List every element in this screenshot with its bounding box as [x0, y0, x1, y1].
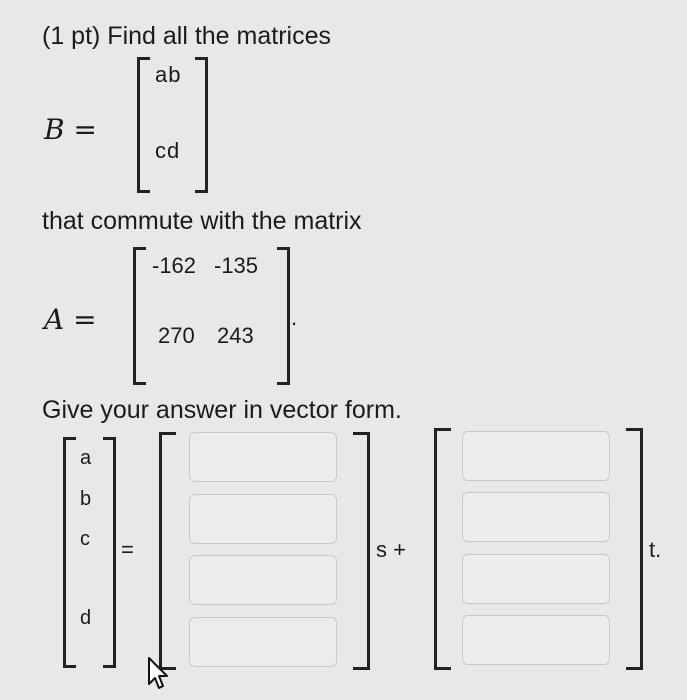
matrix-b-row-1: ab	[155, 62, 182, 87]
matrix-a-r2c1: 270	[158, 323, 195, 348]
vector-left-bracket	[63, 437, 76, 668]
matrix-a-right-bracket	[277, 247, 290, 385]
vector-entry-c: c	[80, 528, 90, 550]
vector-entry-d: d	[80, 607, 92, 629]
t-input-1[interactable]	[462, 431, 610, 481]
instruction-text: Give your answer in vector form.	[42, 396, 402, 424]
s-input-1[interactable]	[189, 432, 337, 482]
matrix-a-r1c2: -135	[214, 253, 259, 278]
matrix-b-row-2: cd	[155, 138, 181, 163]
matrix-b-right-bracket	[195, 57, 208, 193]
s-input-3[interactable]	[189, 555, 337, 605]
matrix-b-left-bracket	[137, 57, 150, 193]
vector-right-bracket	[103, 437, 116, 668]
t-suffix-label: t.	[649, 537, 662, 562]
s-vector-right-bracket	[353, 432, 370, 670]
s-plus-label: s +	[376, 537, 406, 562]
matrix-a-r1c1: -162	[152, 253, 197, 278]
t-input-2[interactable]	[462, 492, 610, 542]
s-input-2[interactable]	[189, 494, 337, 544]
commute-text: that commute with the matrix	[42, 207, 362, 235]
mouse-cursor-icon	[146, 656, 172, 692]
t-input-4[interactable]	[462, 615, 610, 665]
s-input-4[interactable]	[189, 617, 337, 667]
matrix-a-label: A =	[44, 303, 97, 336]
t-vector-right-bracket	[626, 428, 643, 670]
matrix-a-left-bracket	[133, 247, 146, 385]
problem-title: (1 pt) Find all the matrices	[42, 22, 331, 50]
t-input-3[interactable]	[462, 554, 610, 604]
t-vector-left-bracket	[434, 428, 451, 670]
vector-entry-b: b	[80, 488, 92, 510]
s-vector-left-bracket	[159, 432, 176, 670]
vector-entry-a: a	[80, 447, 92, 469]
matrix-a-r2c2: 243	[217, 323, 254, 348]
matrix-a-period: .	[291, 305, 298, 330]
vector-equals: =	[121, 537, 134, 562]
matrix-b-label: B =	[44, 113, 97, 146]
